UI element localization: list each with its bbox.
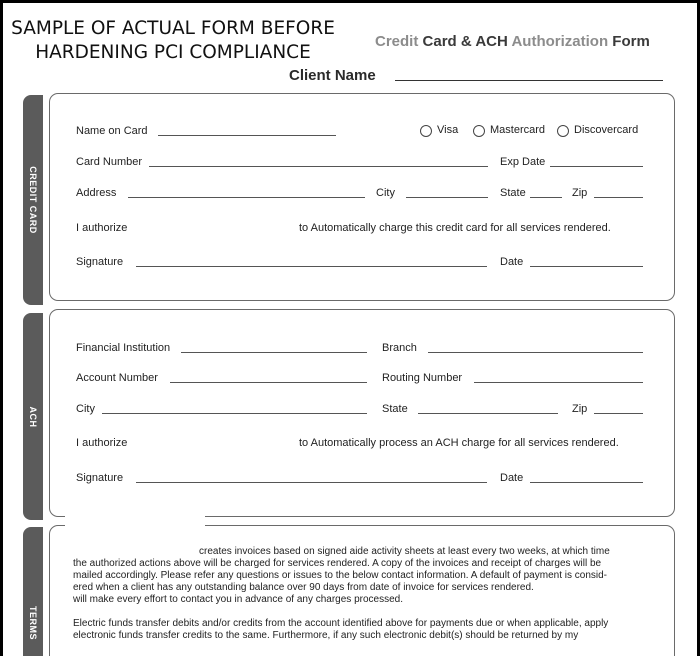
ach-date-field[interactable] [530, 482, 643, 483]
signature-label: Signature [76, 256, 124, 268]
ach-date-label: Date [500, 472, 524, 484]
credit-card-section [49, 93, 675, 301]
zip-label: Zip [572, 187, 588, 199]
card-number-label: Card Number [76, 156, 143, 168]
visa-radio[interactable] [420, 125, 432, 137]
terms-line: will make every effort to contact you in advance of any charges processed. [73, 594, 403, 605]
ach-tab [23, 313, 43, 520]
exp-date-field[interactable] [550, 166, 643, 167]
financial-institution-label: Financial Institution [76, 342, 171, 354]
date-label: Date [500, 256, 524, 268]
ach-state-field[interactable] [418, 413, 558, 414]
mastercard-radio[interactable] [473, 125, 485, 137]
credit-card-tab-label: CREDIT CARD [28, 166, 38, 234]
ach-authorize-text: to Automatically process an ACH charge for all services rendered. [299, 437, 619, 449]
title-word: Credit [375, 33, 419, 50]
title-word: ACH [475, 33, 508, 50]
financial-institution-field[interactable] [181, 352, 367, 353]
signature-field[interactable] [136, 266, 487, 267]
title-word: Authorization [511, 33, 609, 50]
name-on-card-label: Name on Card [76, 125, 148, 137]
caption [3, 17, 343, 65]
discovercard-radio[interactable] [557, 125, 569, 137]
branch-label: Branch [382, 342, 417, 354]
ach-city-label: City [76, 403, 95, 415]
ach-city-field[interactable] [102, 413, 367, 414]
form-page [3, 3, 697, 656]
address-field[interactable] [128, 197, 365, 198]
caption-line-2: HARDENING PCI COMPLIANCE [35, 42, 311, 63]
account-number-field[interactable] [170, 382, 367, 383]
discovercard-label: Discovercard [574, 124, 639, 136]
city-label: City [376, 187, 395, 199]
ach-tab-label: ACH [28, 406, 38, 427]
date-field[interactable] [530, 266, 643, 267]
title-word: Card [422, 33, 457, 50]
name-on-card-field[interactable] [158, 135, 336, 136]
terms-line: mailed accordingly. Please refer any questions or issues to the below contact information. A default of payment is consid- [73, 570, 607, 581]
account-number-label: Account Number [76, 372, 158, 384]
terms-line: ered when a client has any outstanding balance over 90 days from date of invoice for services rendered. [73, 582, 534, 593]
title-word: Form [612, 33, 650, 50]
caption-line-1: SAMPLE OF ACTUAL FORM BEFORE [11, 18, 335, 39]
terms-line: Electric funds transfer debits and/or credits from the account identified above for payments due or when applicable, apply [73, 618, 609, 629]
state-label: State [500, 187, 526, 199]
routing-number-label: Routing Number [382, 372, 463, 384]
terms-line: electronic funds transfer credits to the same. Furthermore, if any such electronic debit(s) should be returned by my [73, 630, 579, 641]
ach-section [49, 309, 675, 517]
ach-authorize-label: I authorize [76, 437, 128, 449]
exp-date-label: Exp Date [500, 156, 546, 168]
ach-signature-field[interactable] [136, 482, 487, 483]
ach-signature-label: Signature [76, 472, 124, 484]
title-word: & [460, 33, 472, 50]
address-label: Address [76, 187, 117, 199]
visa-label: Visa [437, 124, 459, 136]
branch-field[interactable] [428, 352, 643, 353]
client-name-label: Client Name [289, 67, 376, 84]
card-number-field[interactable] [149, 166, 488, 167]
authorize-label: I authorize [76, 222, 128, 234]
routing-number-field[interactable] [474, 382, 643, 383]
ach-state-label: State [382, 403, 408, 415]
ach-zip-label: Zip [572, 403, 588, 415]
redacted-area [65, 515, 205, 545]
authorize-text: to Automatically charge this credit card for all services rendered. [299, 222, 611, 234]
ach-zip-field[interactable] [594, 413, 643, 414]
zip-field[interactable] [594, 197, 643, 198]
form-title [375, 33, 650, 50]
terms-tab-label: TERMS [28, 606, 38, 640]
terms-line: the authorized actions above will be charged for services rendered. A copy of the invoices and receipt of charges will be [73, 558, 602, 569]
mastercard-label: Mastercard [490, 124, 546, 136]
state-field[interactable] [530, 197, 562, 198]
credit-card-tab [23, 95, 43, 305]
client-name-field[interactable] [395, 80, 663, 81]
city-field[interactable] [406, 197, 488, 198]
terms-line: creates invoices based on signed aide activity sheets at least every two weeks, at which time [199, 546, 610, 557]
terms-tab [23, 527, 43, 656]
